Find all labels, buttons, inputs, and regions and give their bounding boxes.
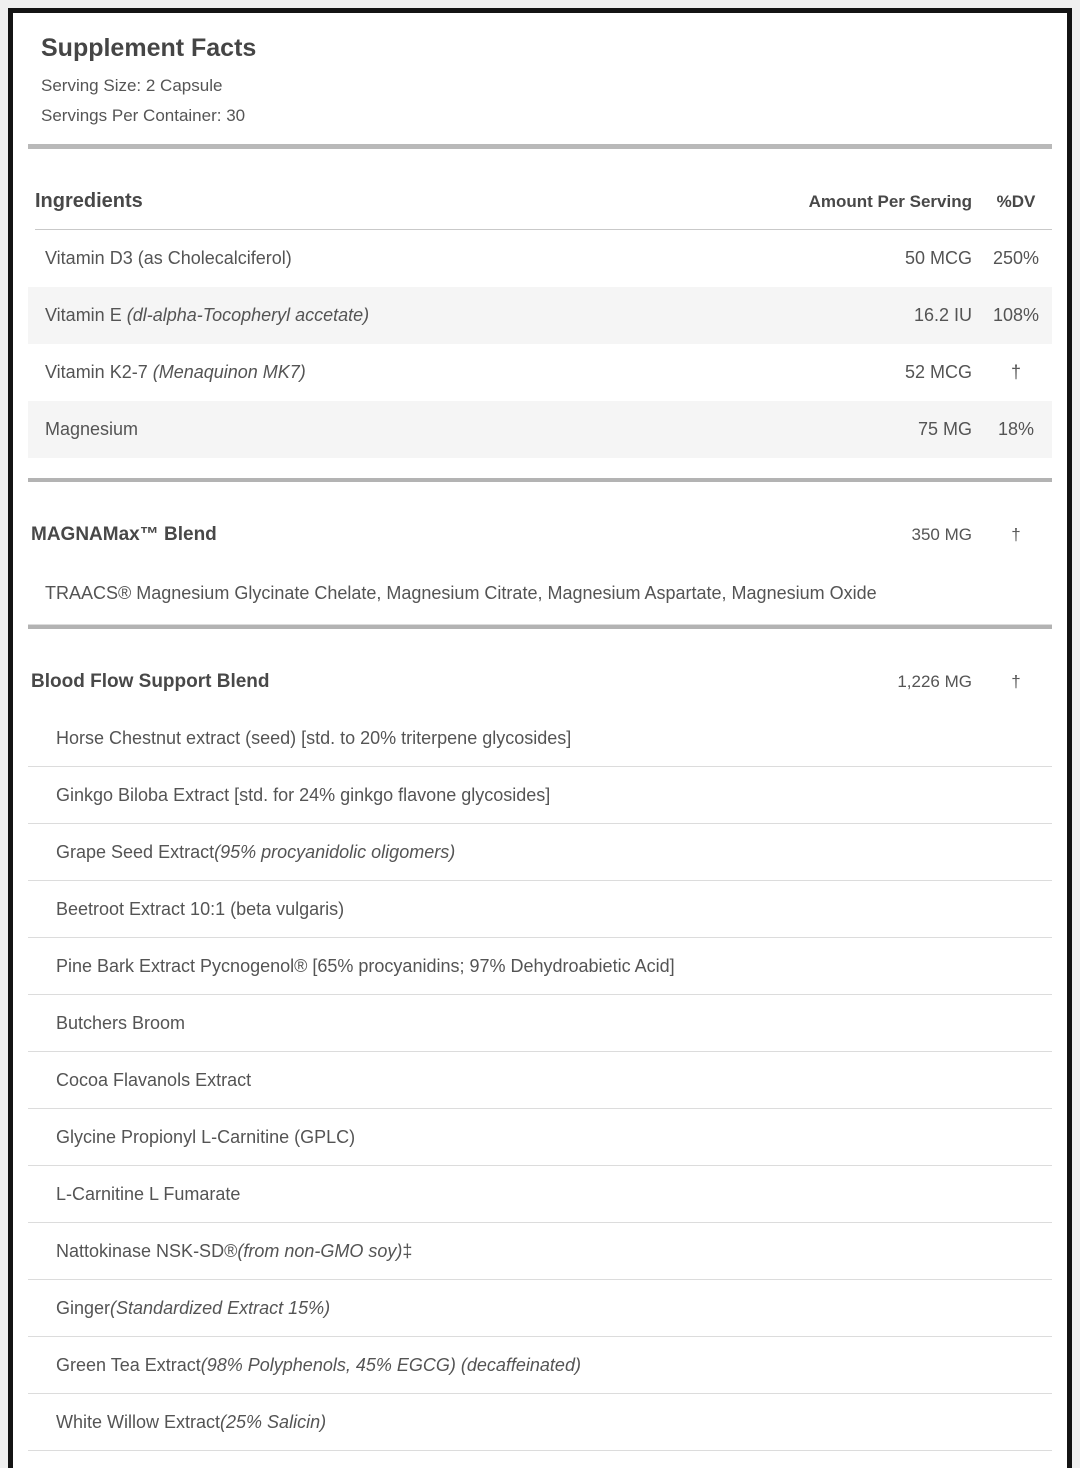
ingredient-name-text: Magnesium (45, 419, 139, 439)
list-item (28, 824, 1052, 881)
table-row (28, 230, 1052, 287)
list-item (28, 881, 1052, 938)
amount-per-serving-value: 52 MCG (904, 362, 972, 382)
ingredient-name (45, 419, 918, 440)
blend-section (28, 482, 1052, 625)
list-item (28, 1052, 1052, 1109)
dv-column-header: %DV (996, 192, 1036, 211)
ingredient-name-text: Vitamin D3 (as Cholecalciferol) (45, 248, 292, 268)
blend-ingredient-suffix: ‡ (402, 1240, 413, 1261)
blend-title: Blood Flow Support Blend (31, 671, 270, 692)
blend-ingredient-text: Pine Bark Extract Pycnogenol® [65% procyanidins; 97% Dehydroabietic Acid] (56, 955, 675, 976)
dv-value: 250% (992, 248, 1040, 268)
blend-ingredient-detail: (from non-GMO soy) (237, 1240, 403, 1261)
blend-ingredient-text: Butchers Broom (56, 1012, 186, 1033)
list-item (28, 995, 1052, 1052)
amount-column-header: Amount Per Serving (808, 192, 972, 211)
serving-size-text: Serving Size: 2 Capsule (41, 76, 223, 95)
list-item (28, 563, 1052, 625)
blend-ingredient-text: Glycine Propionyl L-Carnitine (GPLC) (56, 1126, 356, 1147)
blend-ingredient-text: Green Tea Extract (56, 1354, 201, 1375)
ingredient-name-text: Vitamin K2-7 (45, 362, 153, 382)
ingredients-table (28, 149, 1052, 478)
blend-amount-value: 1,226 MG (897, 672, 972, 691)
blend-ingredient-list (28, 710, 1052, 1451)
servings-per-container-text: Servings Per Container: 30 (41, 106, 246, 125)
ingredient-name-text: Vitamin E (45, 305, 127, 325)
blend-ingredient-text: Horse Chestnut extract (seed) [std. to 20% triterpene glycosides] (56, 727, 572, 748)
blend-dv-value: † (1011, 672, 1021, 691)
blend-ingredient-text: Nattokinase NSK-SD® (56, 1240, 238, 1261)
ingredient-name (45, 362, 905, 383)
page-title: Supplement Facts (41, 34, 257, 62)
blend-ingredient-text: Beetroot Extract 10:1 (beta vulgaris) (56, 898, 345, 919)
dv-value: † (1010, 362, 1021, 382)
table-row (28, 344, 1052, 401)
blend-ingredient-text: Ginkgo Biloba Extract [std. for 24% ginkgo flavone glycosides] (56, 784, 551, 805)
ingredient-name-detail: (Menaquinon MK7) (152, 362, 306, 382)
blend-ingredient-text: TRAACS® Magnesium Glycinate Chelate, Magnesium Citrate, Magnesium Aspartate, Magnesium Oxide (45, 583, 877, 603)
ingredient-name-detail: (dl-alpha-Tocopheryl accetate) (126, 305, 370, 325)
blend-dv-value: † (1011, 525, 1021, 544)
blend-ingredient-text: Ginger (56, 1297, 111, 1318)
list-item (28, 1166, 1052, 1223)
list-item (28, 710, 1052, 767)
ingredient-name (45, 305, 914, 326)
blend-amount-value: 350 MG (911, 525, 972, 544)
ingredient-name (45, 248, 905, 269)
amount-per-serving-value: 50 MCG (904, 248, 972, 268)
list-item (28, 767, 1052, 824)
table-row (28, 401, 1052, 458)
ingredients-rows (28, 230, 1052, 458)
blend-header-row (28, 629, 1052, 695)
dv-value: 18% (997, 419, 1035, 439)
list-item (28, 1280, 1052, 1337)
blend-ingredient-text: Cocoa Flavanols Extract (56, 1069, 252, 1090)
blend-ingredient-detail: (95% procyanidolic oligomers) (214, 841, 456, 862)
blend-ingredient-detail: (25% Salicin) (220, 1411, 327, 1432)
blend-title: MAGNAMax™ Blend (31, 524, 217, 545)
list-item (28, 1223, 1052, 1280)
table-row (28, 287, 1052, 344)
label-header (28, 13, 1052, 127)
ingredients-column-header: Ingredients (35, 190, 143, 212)
blend-ingredient-text: Grape Seed Extract (56, 841, 215, 862)
blend-section (28, 629, 1052, 1451)
list-item (28, 938, 1052, 995)
amount-per-serving-value: 75 MG (917, 419, 972, 439)
blend-ingredient-text: White Willow Extract (56, 1411, 221, 1432)
blend-ingredient-list (28, 563, 1052, 625)
blend-header-row (28, 482, 1052, 548)
supplement-facts-label (8, 8, 1072, 1468)
dv-value: 108% (992, 305, 1040, 325)
table-header-row (28, 149, 1052, 213)
blend-ingredient-detail: (Standardized Extract 15%) (110, 1297, 331, 1318)
amount-per-serving-value: 16.2 IU (913, 305, 972, 325)
list-item (28, 1109, 1052, 1166)
blend-ingredient-detail: (98% Polyphenols, 45% EGCG) (decaffeinated) (200, 1354, 581, 1375)
blend-ingredient-text: L-Carnitine L Fumarate (56, 1183, 241, 1204)
list-item (28, 1337, 1052, 1394)
blend-sections (28, 482, 1052, 1451)
list-item (28, 1394, 1052, 1451)
